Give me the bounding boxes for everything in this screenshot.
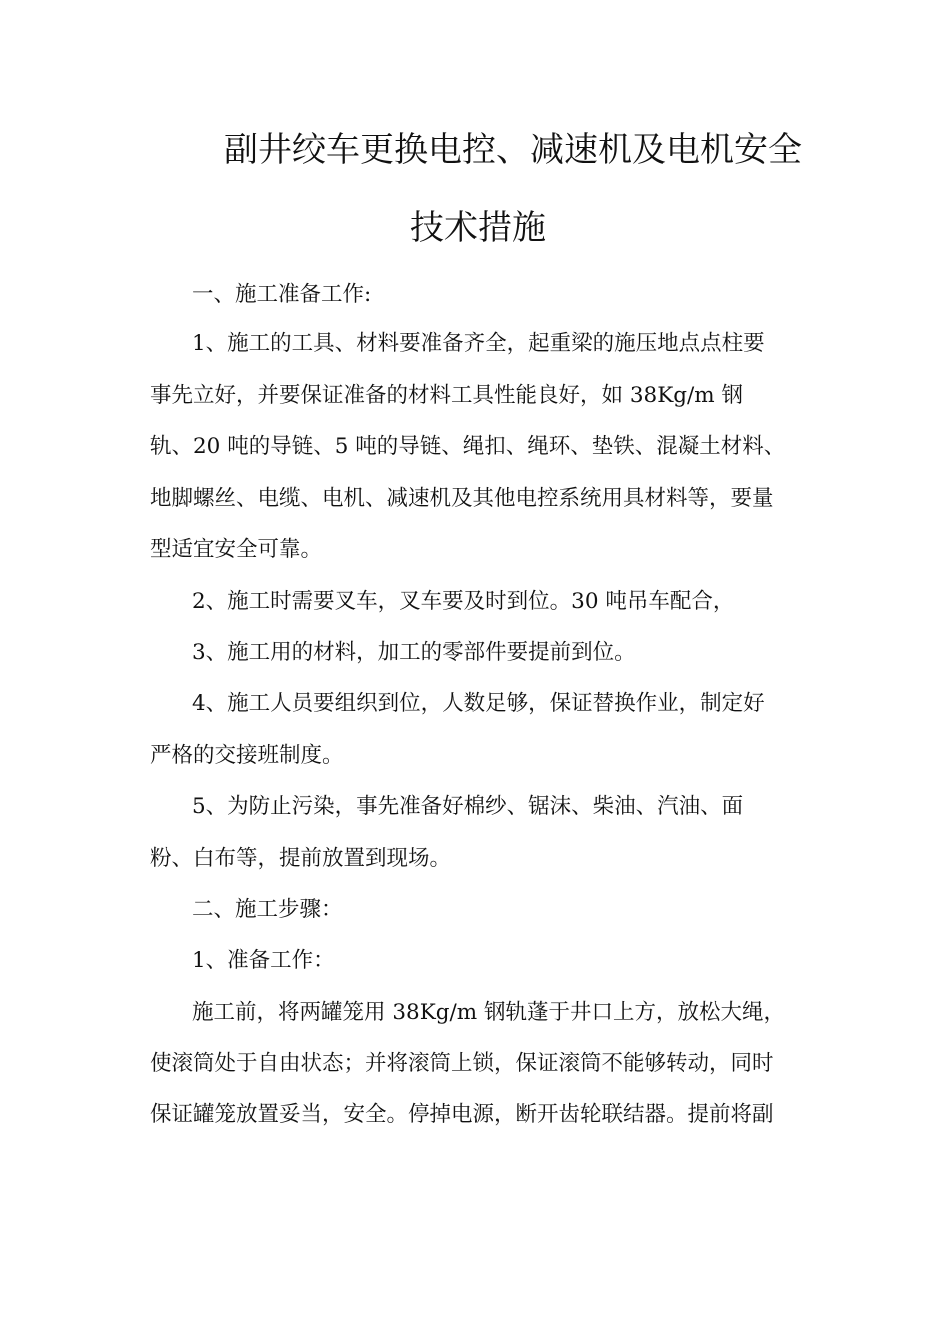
paragraph-line: 3、施工用的材料，加工的零部件要提前到位。 [192, 640, 636, 665]
paragraph-line: 5、为防止污染，事先准备好棉纱、锯沫、柴油、汽油、面 [192, 794, 744, 819]
paragraph-line: 使滚筒处于自由状态；并将滚筒上锁，保证滚筒不能够转动，同时 [150, 1051, 774, 1076]
paragraph-line: 1、施工的工具、材料要准备齐全，起重梁的施压地点点柱要 [192, 331, 765, 356]
paragraph-line: 事先立好，并要保证准备的材料工具性能良好，如 38Kg/m 钢 [150, 383, 743, 408]
paragraph-line: 4、施工人员要组织到位，人数足够，保证替换作业，制定好 [192, 691, 765, 716]
section-heading-steps: 二、施工步骤： [192, 897, 343, 922]
paragraph-line: 型适宜安全可靠。 [150, 537, 323, 562]
subsection-heading: 1、准备工作： [192, 948, 335, 973]
paragraph-line: 粉、白布等，提前放置到现场。 [150, 846, 452, 871]
section-heading-preparation: 一、施工准备工作: [192, 282, 372, 307]
paragraph-line: 地脚螺丝、电缆、电机、减速机及其他电控系统用具材料等，要量 [150, 486, 774, 511]
document-title-line-2: 技术措施 [410, 208, 546, 248]
paragraph-line: 施工前，将两罐笼用 38Kg/m 钢轨蓬于井口上方，放松大绳， [192, 1000, 785, 1025]
paragraph-line: 严格的交接班制度。 [150, 743, 344, 768]
paragraph-line: 2、施工时需要叉车，叉车要及时到位。30 吨吊车配合， [192, 589, 735, 614]
paragraph-line: 保证罐笼放置妥当，安全。停掉电源，断开齿轮联结器。提前将副 [150, 1102, 774, 1127]
document-title-line-1: 副井绞车更换电控、减速机及电机安全 [224, 130, 802, 170]
paragraph-line: 轨、20 吨的导链、5 吨的导链、绳扣、绳环、垫铁、混凝土材料、 [150, 434, 786, 459]
